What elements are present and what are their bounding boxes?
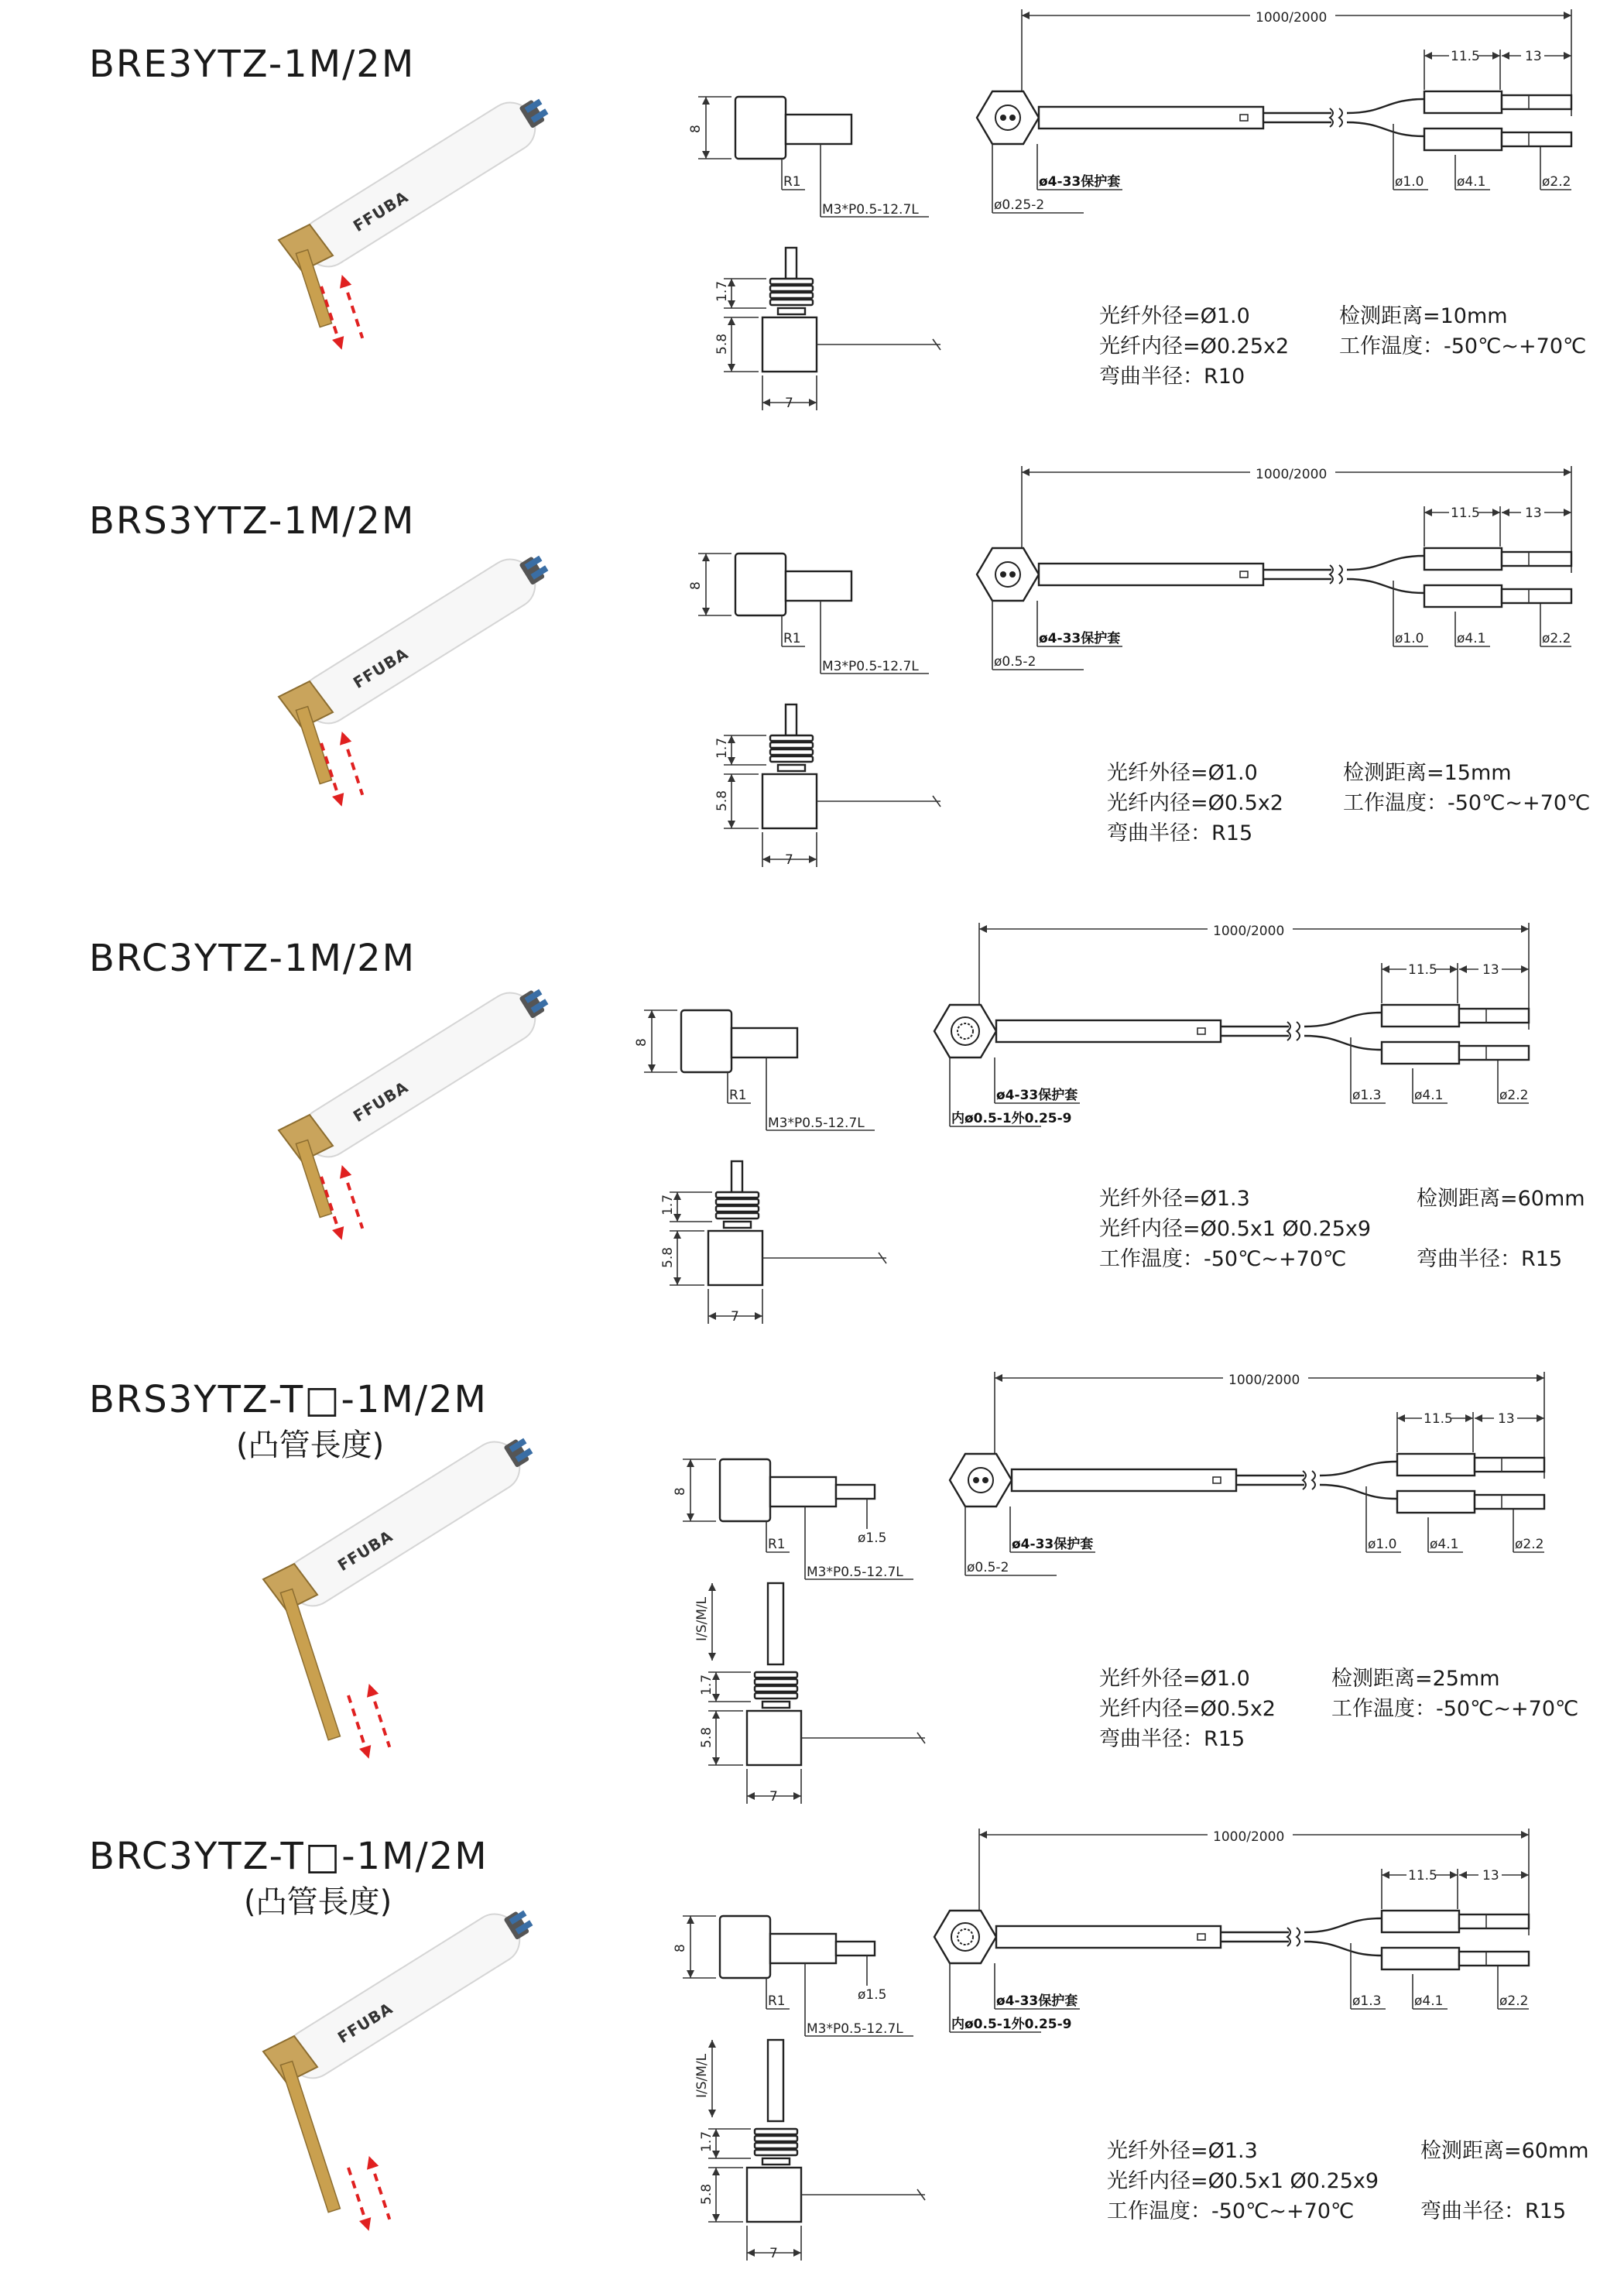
model-name: BRS3YTZ-1M/2M	[89, 499, 416, 543]
dim-end-diameter: ø1.3	[1352, 1993, 1382, 2009]
spec-left-line: 弯曲半径：R15	[1099, 1727, 1245, 1751]
dim-length-b: 13	[1525, 49, 1542, 64]
spec-left-line: 光纤外径=Ø1.3	[1099, 1187, 1250, 1211]
spec-left-line: 光纤内径=Ø0.25x2	[1099, 334, 1290, 358]
cable-drawing	[977, 6, 1571, 213]
side-view-drawing	[673, 1459, 913, 1580]
side-view-drawing	[688, 554, 929, 674]
dim-thread: M3*P0.5-12.7L	[807, 1565, 903, 1580]
spec-right-line: 工作温度：-50℃~+70℃	[1343, 791, 1591, 815]
product-drawing	[0, 0, 1624, 457]
spec-left-line: 弯曲半径：R15	[1107, 821, 1253, 845]
dim-width: 7	[785, 852, 793, 868]
dim-tube-diameter: ø1.5	[858, 1987, 887, 2003]
dim-core: ø0.5-2	[967, 1560, 1009, 1575]
dim-radius: R1	[783, 631, 801, 646]
dim-width: 7	[785, 396, 793, 411]
dim-radius: R1	[768, 1537, 786, 1552]
dim-length-a: 11.5	[1424, 1411, 1453, 1427]
product-drawing	[0, 1819, 1624, 2276]
dim-ferrule: ø4.1	[1414, 1993, 1444, 2009]
product-drawing	[0, 1363, 1624, 1819]
dim-core: 内ø0.5-1外0.25-9	[951, 2017, 1072, 2032]
product-photo	[263, 1897, 542, 2233]
spec-right-line: 检测距离=25mm	[1331, 1667, 1500, 1691]
dim-body: 5.8	[699, 2183, 714, 2205]
dim-sleeve: ø4-33保护套	[996, 1088, 1078, 1103]
dim-ferrule: ø4.1	[1457, 631, 1486, 646]
spec-left-line: 光纤内径=Ø0.5x1 Ø0.25x9	[1099, 1217, 1372, 1241]
dim-thread: M3*P0.5-12.7L	[822, 659, 919, 674]
dim-width: 7	[769, 1789, 778, 1805]
dim-sleeve: ø4-33保护套	[1039, 174, 1121, 190]
dim-cable-length: 1000/2000	[1256, 467, 1328, 482]
front-view-drawing	[714, 248, 940, 411]
product-section	[0, 1363, 1624, 1819]
dim-body: 5.8	[660, 1246, 676, 1268]
dim-tip: ø2.2	[1499, 1993, 1529, 2009]
side-view-drawing	[673, 1916, 913, 2037]
brand-label: FFUBA	[334, 1526, 396, 1575]
dim-tip: ø2.2	[1542, 631, 1571, 646]
dim-height: 8	[634, 1038, 649, 1047]
model-note: (凸管長度)	[236, 1428, 385, 1463]
brand-label: FFUBA	[334, 1998, 396, 2048]
spec-right-line: 弯曲半径：R15	[1417, 1247, 1563, 1271]
dim-length-a: 11.5	[1408, 962, 1437, 978]
dim-nut: 1.7	[699, 2130, 714, 2152]
dim-width: 7	[731, 1309, 739, 1325]
model-name: BRS3YTZ-T□-1M/2M	[89, 1378, 488, 1421]
dim-nut: 1.7	[699, 1674, 714, 1695]
side-view-drawing	[634, 1010, 875, 1131]
dim-ferrule: ø4.1	[1457, 174, 1486, 190]
dim-tip: ø2.2	[1542, 174, 1571, 190]
cable-drawing	[934, 920, 1529, 1126]
dim-core: 内ø0.5-1外0.25-9	[951, 1111, 1072, 1126]
light-path-arrows	[341, 1682, 397, 1761]
dim-end-diameter: ø1.0	[1368, 1537, 1397, 1552]
dim-radius: R1	[729, 1088, 747, 1103]
dim-thread: M3*P0.5-12.7L	[822, 202, 919, 218]
dim-sleeve: ø4-33保护套	[996, 1993, 1078, 2009]
dim-cable-length: 1000/2000	[1213, 1829, 1285, 1845]
spec-right-line: 检测距离=60mm	[1417, 1187, 1585, 1211]
spec-left-line: 光纤外径=Ø1.0	[1099, 1667, 1250, 1691]
dim-length-b: 13	[1482, 962, 1499, 978]
dim-length-a: 11.5	[1408, 1868, 1437, 1884]
dim-nut: 1.7	[714, 280, 730, 302]
spec-left-line: 光纤外径=Ø1.0	[1099, 304, 1250, 328]
spec-right-line: 检测距离=15mm	[1343, 761, 1512, 785]
dim-core: ø0.25-2	[994, 197, 1045, 213]
side-view-drawing	[688, 97, 929, 218]
spec-left-line: 光纤外径=Ø1.0	[1107, 761, 1258, 785]
dim-body: 5.8	[699, 1726, 714, 1748]
dim-cable-length: 1000/2000	[1213, 924, 1285, 939]
spec-right-line: 工作温度：-50℃~+70℃	[1331, 1697, 1579, 1721]
dim-length-a: 11.5	[1451, 506, 1480, 521]
dim-radius: R1	[768, 1993, 786, 2009]
front-view-drawing	[694, 1583, 925, 1805]
product-drawing	[0, 457, 1624, 913]
spec-left-line: 光纤内径=Ø0.5x2	[1099, 1697, 1276, 1721]
dim-nut: 1.7	[714, 737, 730, 759]
dim-thread: M3*P0.5-12.7L	[768, 1116, 865, 1131]
dim-cable-length: 1000/2000	[1228, 1373, 1300, 1388]
brand-label: FFUBA	[349, 643, 412, 693]
product-section	[0, 913, 1624, 1370]
dim-height: 8	[673, 1487, 688, 1496]
model-name: BRE3YTZ-1M/2M	[89, 43, 416, 86]
cable-drawing	[950, 1369, 1544, 1575]
dim-radius: R1	[783, 174, 801, 190]
dim-tip: ø2.2	[1515, 1537, 1544, 1552]
dim-sleeve: ø4-33保护套	[1012, 1537, 1094, 1552]
dim-cable-length: 1000/2000	[1256, 10, 1328, 26]
spec-right-line: 工作温度：-50℃~+70℃	[1339, 334, 1587, 358]
model-name: BRC3YTZ-T□-1M/2M	[89, 1835, 488, 1878]
dim-tube-diameter: ø1.5	[858, 1530, 887, 1546]
dim-length-b: 13	[1525, 506, 1542, 521]
dim-end-diameter: ø1.0	[1395, 631, 1424, 646]
dim-ferrule: ø4.1	[1414, 1088, 1444, 1103]
dim-end-diameter: ø1.0	[1395, 174, 1424, 190]
dim-body: 5.8	[714, 790, 730, 811]
dim-nut: 1.7	[660, 1194, 676, 1215]
dim-height: 8	[688, 581, 704, 590]
dim-thread: M3*P0.5-12.7L	[807, 2021, 903, 2037]
spec-right-line: 检测距离=60mm	[1420, 2139, 1589, 2163]
product-section	[0, 0, 1624, 457]
dim-ferrule: ø4.1	[1430, 1537, 1459, 1552]
spec-left-line: 工作温度：-50℃~+70℃	[1107, 2199, 1355, 2223]
dim-length-b: 13	[1498, 1411, 1515, 1427]
dim-core: ø0.5-2	[994, 654, 1036, 670]
dim-sleeve: ø4-33保护套	[1039, 631, 1121, 646]
cable-drawing	[977, 463, 1571, 670]
dim-height: 8	[688, 125, 704, 133]
dim-length-b: 13	[1482, 1868, 1499, 1884]
product-photo	[279, 86, 557, 352]
cable-drawing	[934, 1825, 1529, 2032]
product-photo	[279, 976, 557, 1243]
spec-right-line: 弯曲半径：R15	[1420, 2199, 1567, 2223]
dim-tube-length: I/S/M/L	[694, 2053, 710, 2098]
dim-width: 7	[769, 2246, 778, 2261]
dim-length-a: 11.5	[1451, 49, 1480, 64]
spec-left-line: 工作温度：-50℃~+70℃	[1099, 1247, 1347, 1271]
light-path-arrows	[341, 2154, 397, 2233]
front-view-drawing	[694, 2040, 925, 2261]
front-view-drawing	[660, 1161, 886, 1325]
product-photo	[279, 543, 557, 809]
dim-height: 8	[673, 1944, 688, 1952]
product-photo	[263, 1425, 542, 1761]
dim-tube-length: I/S/M/L	[694, 1596, 710, 1641]
front-view-drawing	[714, 704, 940, 868]
brand-label: FFUBA	[349, 187, 412, 236]
dim-tip: ø2.2	[1499, 1088, 1529, 1103]
spec-left-line: 光纤内径=Ø0.5x2	[1107, 791, 1283, 815]
dim-body: 5.8	[714, 333, 730, 355]
spec-left-line: 光纤外径=Ø1.3	[1107, 2139, 1258, 2163]
spec-left-line: 弯曲半径：R10	[1099, 365, 1245, 389]
brand-label: FFUBA	[349, 1077, 412, 1126]
product-section	[0, 1819, 1624, 2276]
spec-right-line: 检测距离=10mm	[1339, 304, 1508, 328]
spec-left-line: 光纤内径=Ø0.5x1 Ø0.25x9	[1107, 2169, 1379, 2193]
product-drawing	[0, 913, 1624, 1370]
model-note: (凸管長度)	[244, 1884, 392, 1920]
product-section	[0, 457, 1624, 913]
dim-end-diameter: ø1.3	[1352, 1088, 1382, 1103]
model-name: BRC3YTZ-1M/2M	[89, 937, 416, 980]
